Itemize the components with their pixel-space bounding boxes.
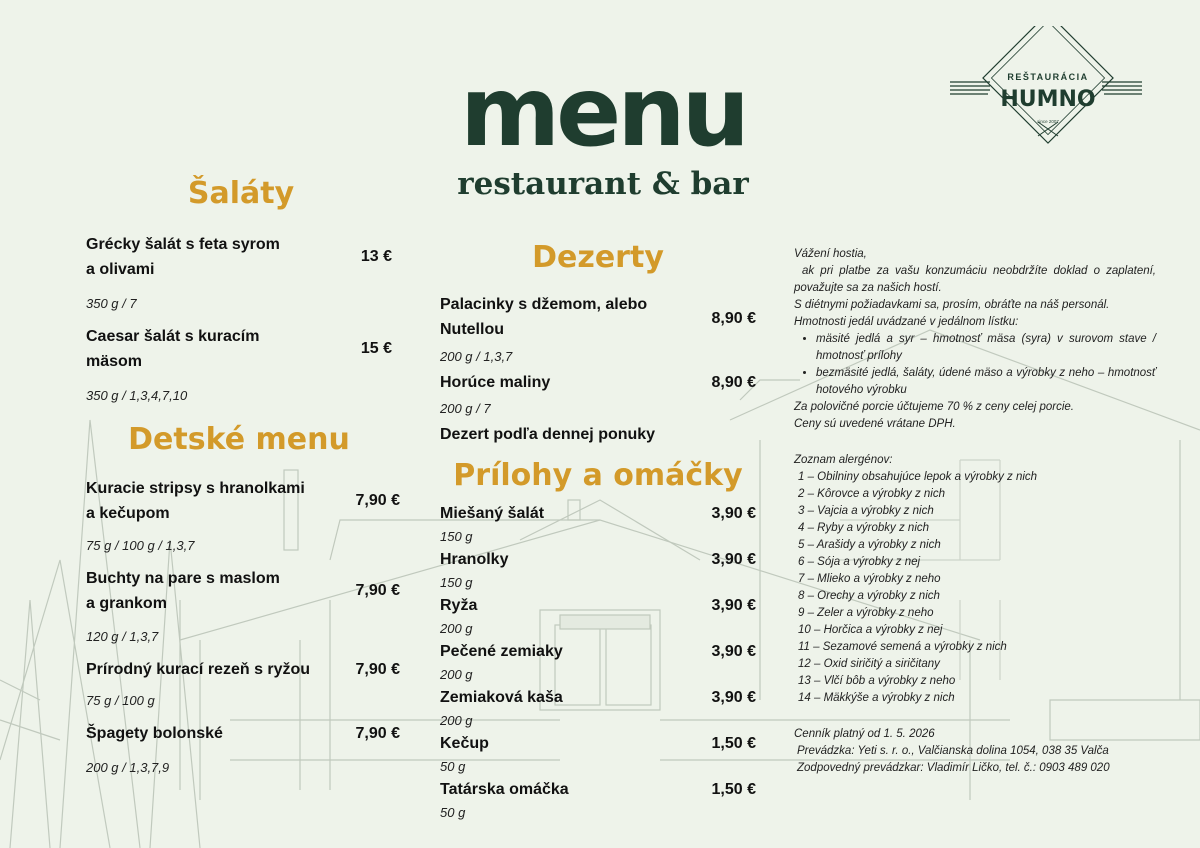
menu-item-name: Buchty na pare s maslom a grankom [86, 570, 280, 612]
menu-item-meta: 150 g [440, 529, 473, 544]
menu-item-meta: 200 g / 1,3,7,9 [86, 760, 170, 775]
menu-item-name: Zemiaková kaša [440, 689, 563, 706]
menu-item-price: 13 € [360, 248, 392, 265]
allergen-item: 12 – Oxid siričitý a siričitany [798, 658, 940, 670]
logo-since: since 2007 [1037, 119, 1059, 124]
menu-item-name: Miešaný šalát [440, 505, 545, 522]
allergen-item: 2 – Kôrovce a výrobky z nich [798, 488, 946, 500]
menu-item-price: 8,90 € [711, 374, 756, 391]
menu-item-meta: 200 g [440, 667, 473, 682]
weights-list [794, 331, 1156, 399]
menu-item-price: 15 € [360, 340, 392, 357]
menu-item-meta: 200 g / 7 [440, 401, 491, 416]
menu-item-meta: 120 g / 1,3,7 [86, 629, 159, 644]
menu-item-price: 3,90 € [711, 643, 756, 660]
menu-item-meta: 75 g / 100 g / 1,3,7 [86, 538, 195, 553]
allergen-item: 4 – Ryby a výrobky z nich [798, 522, 930, 534]
menu-item-name: Palacinky s džemom, alebo Nutellou [440, 296, 648, 338]
heading-prilohy: Prílohy a omáčky [453, 458, 743, 493]
menu-item-price: 1,50 € [711, 781, 756, 798]
menu-subtitle: restaurant & bar [457, 166, 749, 202]
allergen-item: 9 – Zeler a výrobky z neho [798, 607, 934, 619]
menu-item-name: Prírodný kurací rezeň s ryžou [86, 661, 311, 678]
menu-item-meta: 150 g [440, 575, 473, 590]
allergen-item: 14 – Mäkkýše a výrobky z nich [798, 692, 955, 704]
menu-item-meta: 200 g [440, 713, 473, 728]
menu-item-name: Grécky šalát s feta syrom a olivami [86, 236, 280, 278]
menu-item-name: Pečené zemiaky [440, 643, 563, 660]
manager-info: Zodpovedný prevádzkar: Vladimír Ličko, tel. č.: 0903 489 020 [797, 762, 1110, 774]
weights-list-item: • bezmäsité jedlá, šaláty, údené mäso a výrobky z neho – hmotnosť hotového výrobku [816, 365, 1156, 399]
menu-item-name: Horúce maliny [440, 374, 551, 391]
footer-info [794, 726, 1156, 777]
menu-item-price: 7,90 € [355, 661, 400, 678]
allergen-item: 6 – Sója a výrobky z nej [798, 556, 921, 568]
allergen-item: 3 – Vajcia a výrobky z nich [798, 505, 934, 517]
menu-item-meta: 50 g [440, 759, 466, 774]
menu-item-meta: 200 g [440, 621, 473, 636]
allergen-item: 7 – Mlieko a výrobky z neho [798, 573, 941, 585]
allergen-item: 10 – Horčica a výrobky z nej [798, 624, 943, 636]
info-receipt: ak pri platbe za vašu konzumáciu neobdržíte doklad o zaplatení, považujte sa za našich hostí. [794, 265, 1156, 294]
logo-top-text: REŠTAURÁCIA [1007, 72, 1089, 82]
menu-title: menu [460, 56, 746, 168]
menu-item-meta: 200 g / 1,3,7 [440, 349, 513, 364]
menu-item-name: Kuracie stripsy s hranolkami a kečupom [86, 480, 305, 522]
allergen-title: Zoznam alergénov: [794, 454, 893, 466]
weights-list-item: • mäsité jedlá a syr – hmotnosť mäsa (syra) v surovom stave / hmotnosť prílohy [816, 331, 1156, 365]
menu-item-price: 7,90 € [355, 492, 400, 509]
menu-item-meta: 350 g / 1,3,4,7,10 [86, 388, 188, 403]
heading-dezerty: Dezerty [532, 240, 664, 275]
info-diet: S diétnymi požiadavkami sa, prosím, obráťte na náš personál. [794, 299, 1110, 311]
menu-item-meta: 350 g / 7 [86, 296, 137, 311]
menu-item-price: 3,90 € [711, 689, 756, 706]
menu-item-price: 1,50 € [711, 735, 756, 752]
allergen-item: 8 – Orechy a výrobky z nich [798, 590, 940, 602]
restaurant-logo [950, 26, 1142, 166]
price-list-validity: Cenník platný od 1. 5. 2026 [794, 728, 935, 740]
heading-detske-menu: Detské menu [128, 422, 350, 457]
allergen-item: 13 – Vlčí bôb a výrobky z neho [798, 675, 956, 687]
operator-info: Prevádzka: Yeti s. r. o., Valčianska dolina 1054, 038 35 Valča [797, 745, 1109, 757]
menu-item-price: 8,90 € [711, 310, 756, 327]
allergen-item: 11 – Sezamové semená a výrobky z nich [798, 641, 1007, 653]
allergen-block [794, 452, 1156, 707]
allergen-item: 1 – Obilniny obsahujúce lepok a výrobky z nich [798, 471, 1038, 483]
info-half-portions: Za polovičné porcie účtujeme 70 % z ceny celej porcie. [794, 401, 1074, 413]
logo-name: HUMNO [1000, 87, 1096, 112]
allergen-list [794, 469, 1156, 707]
info-greeting: Vážení hostia, [794, 248, 867, 260]
menu-item-name: Tatárska omáčka [440, 781, 569, 798]
info-weights: Hmotnosti jedál uvádzané v jedálnom lístku: [794, 316, 1019, 328]
heading-salaty: Šaláty [187, 176, 295, 211]
menu-item-name: Hranolky [440, 551, 509, 568]
menu-item-price: 3,90 € [711, 551, 756, 568]
menu-item-name: Caesar šalát s kuracím mäsom [86, 328, 260, 370]
menu-item-price: 3,90 € [711, 505, 756, 522]
menu-item-meta: 75 g / 100 g [86, 693, 155, 708]
menu-item-name: Špagety bolonské [86, 725, 223, 742]
menu-item-name: Ryža [440, 597, 478, 614]
info-vat: Ceny sú uvedené vrátane DPH. [794, 418, 956, 430]
guest-info-block [794, 246, 1156, 433]
menu-item-price: 3,90 € [711, 597, 756, 614]
menu-item-price: 7,90 € [355, 725, 400, 742]
menu-item-price: 7,90 € [355, 582, 400, 599]
allergen-item: 5 – Arašidy a výrobky z nich [798, 539, 941, 551]
menu-item-meta: 50 g [440, 805, 466, 820]
menu-item-name: Dezert podľa dennej ponuky [440, 426, 656, 443]
menu-item-name: Kečup [440, 735, 489, 752]
